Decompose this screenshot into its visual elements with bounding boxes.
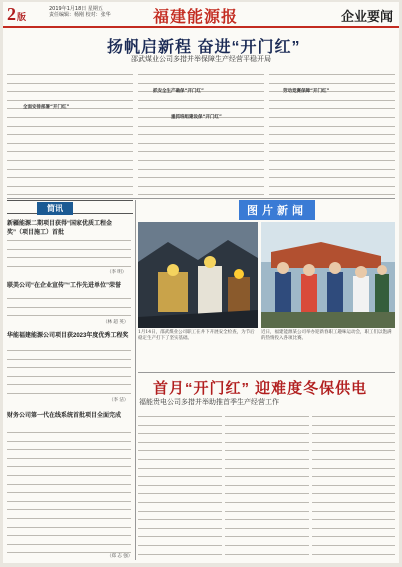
brief-body-3: [7, 344, 131, 398]
brief-byline-1: （李 明）: [107, 270, 127, 275]
brief-title-3: 华能福建能源公司项目获2023年度优秀工程奖: [7, 333, 129, 339]
issue-info: 2019年1月18日 星期五 责任编辑：杨刚 校对：张华: [49, 6, 111, 18]
masthead: 福建能源报: [153, 9, 239, 26]
header-rule: [3, 26, 399, 28]
newspaper-page: [3, 2, 399, 563]
section-title: 企业要闻: [340, 9, 393, 24]
brief-byline-3: （李 洁）: [109, 398, 129, 403]
photo-staff-event: [261, 222, 395, 328]
lead-column-1: [7, 68, 133, 198]
second-column-3: [312, 410, 395, 558]
second-headline: 首月“开门红” 迎难度冬保供电: [153, 380, 368, 397]
brief-title-4: 财务公司第一代在线系统首批项目全面完成: [7, 413, 122, 419]
section-divider: [7, 198, 395, 199]
second-column-2: [225, 410, 309, 558]
photo-divider: [138, 372, 395, 373]
lead-subheading-3: 重抓班组建设保“开门红”: [171, 115, 222, 120]
photo-caption-2: 近日，福建能源某公司举办迎新春职工趣味运动会，职工们以饱满的热情投入各项比赛。: [261, 330, 392, 341]
lead-subheading-1: 全面安排部署“开门红”: [23, 105, 70, 110]
second-subheadline: 福能贵电公司多措并举助推首季生产经营工作: [139, 399, 279, 406]
second-column-1: [138, 410, 222, 558]
coal-mine-photo-graphic: [138, 222, 258, 328]
column-divider: [135, 200, 136, 560]
brief-byline-2: （林 超 英）: [103, 320, 129, 325]
brief-body-1: [7, 234, 131, 274]
photo-news-tag: 图片新闻: [239, 200, 315, 220]
briefs-header: [7, 200, 133, 214]
photo-caption-1: 1月14日，邵武煤业公司职工在井下开展安全检查，为节后稳定生产打下了坚实基础。: [138, 330, 255, 341]
brief-byline-4: （郑 志 强）: [107, 554, 133, 559]
lead-subheadline: 邵武煤业公司多措并举保障生产经营平稳开局: [131, 56, 271, 63]
page-header: [3, 2, 399, 28]
brief-body-4: [7, 426, 131, 554]
briefs-tag: 简讯: [37, 202, 73, 215]
lead-headline: 扬帆启新程 奋进“开门红”: [107, 39, 301, 56]
staff-event-photo-graphic: [261, 222, 395, 328]
page-number: 2版: [7, 4, 27, 24]
photo-coal-mine: [138, 222, 258, 328]
brief-title-2: 联美公司“在企业宣传”“工作先进单位”荣誉: [7, 283, 122, 289]
brief-title-1: 新疆能源二期项目获得“国家优质工程金奖”（项目施工）首批: [7, 221, 113, 236]
lead-subheading-4: 劳动竞赛保障“开门红”: [283, 89, 330, 94]
lead-subheading-2: 抓安全生产确保“开门红”: [153, 89, 204, 94]
